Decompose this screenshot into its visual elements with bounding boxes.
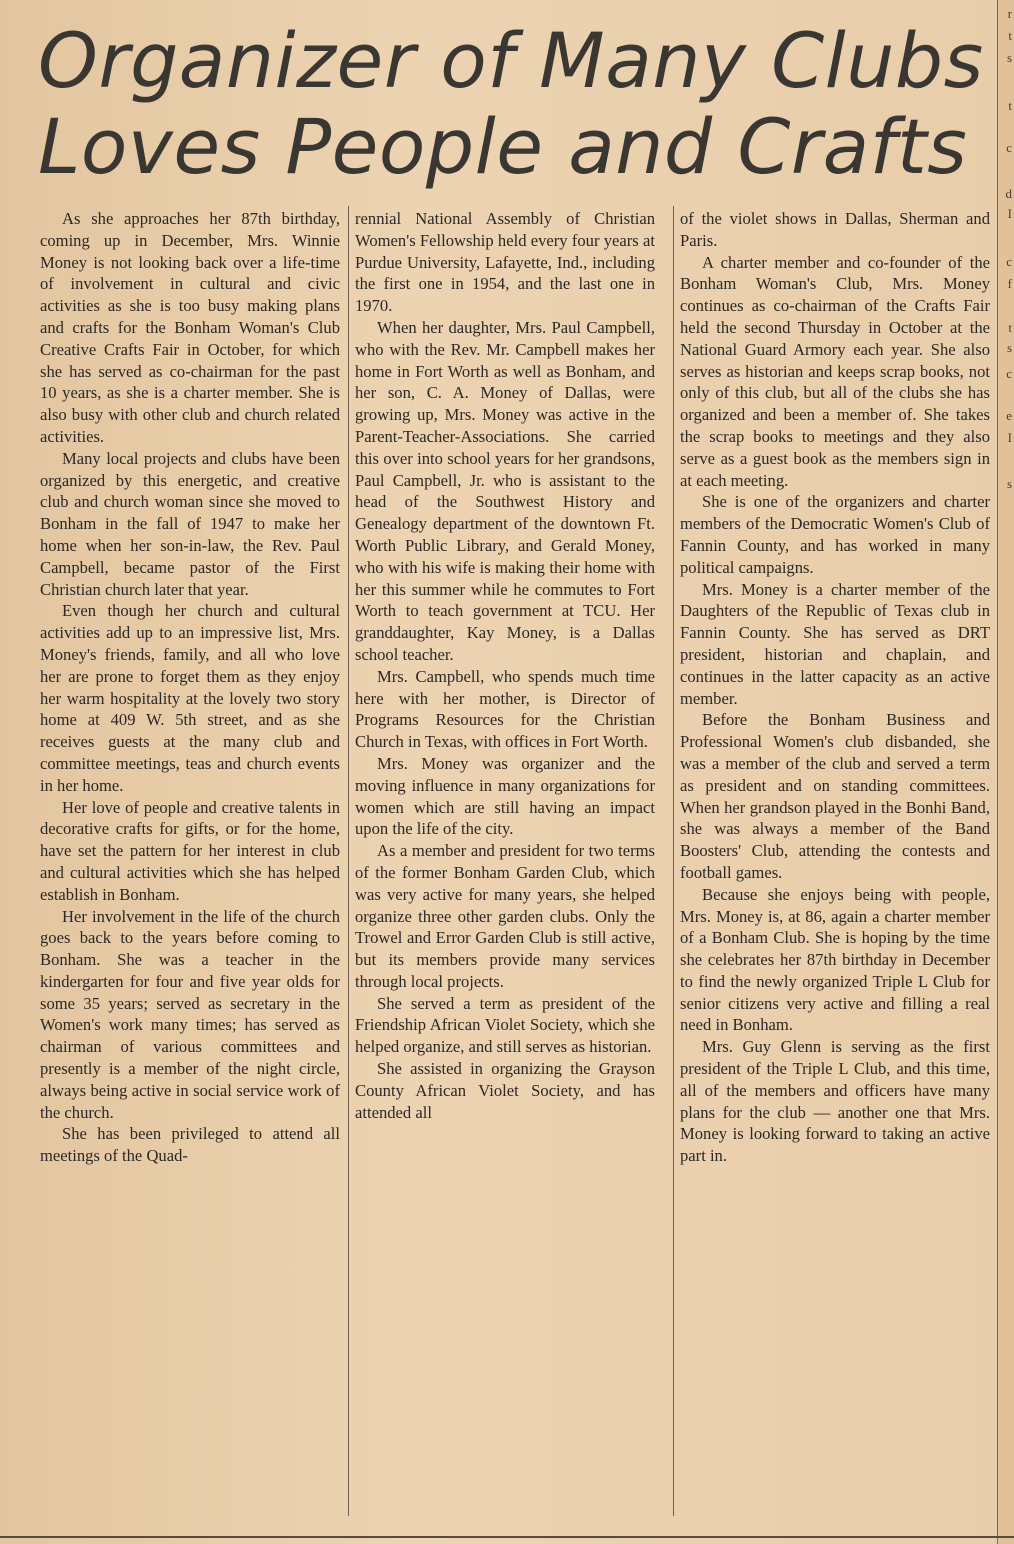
- paragraph: Mrs. Money was organizer and the moving influence in many organizations for women which are still having an impact upon the life of the city.: [355, 753, 655, 839]
- adjacent-column-edge: [997, 0, 1014, 1544]
- edge-letter: d: [1005, 186, 1012, 201]
- edge-letter: t: [1008, 320, 1012, 335]
- paragraph: She assisted in organizing the Grayson County African Violet Society, and has attended all: [355, 1059, 655, 1122]
- column-rule: [348, 206, 349, 1516]
- paragraph: As she approaches her 87th birthday, coming up in December, Mrs. Winnie Money is not looking back over a life-time of involvement in cultural and civic activities as she is too busy making plans and crafts for the Bonham Woman's Club Creative Crafts Fair in October, for which she has served as co-chairman for the past 10 years, as she is a charter member. She is also busy with other club and church related activities.: [40, 209, 340, 446]
- paragraph: When her daughter, Mrs. Paul Campbell, who with the Rev. Mr. Campbell makes her home in Fort Worth as well as Bonham, and her son, C. A. Money of Dallas, were growing up, Mrs. Money was active in the Parent-Teacher-Associations. She carried this over into school years for her grandsons, Paul Campbell, Jr. who is assistant to the head of the Southwest History and Genealogy department of the downtown Ft. Worth Public Library, and Gerald Money, who with his wife is making their home with her this summer while he commutes to Fort Worth to teach government at TCU. Her granddaughter, Kay Money, is a Dallas school teacher.: [355, 317, 655, 664]
- paragraph: Mrs. Campbell, who spends much time here with her mother, is Director of Programs Resources for the Christian Church in Texas, with offices in Fort Worth.: [355, 666, 655, 752]
- paragraph: A charter member and co-founder of the Bonham Woman's Club, Mrs. Money continues as co-chairman of the Crafts Fair held the second Thursday in October at the National Guard Armory each year. She also serves as historian and keeps scrap books, not only of this club, but all of the clubs she has organized and been a member of. She takes the scrap books to meetings and they also serve as a guest book as the members sign in at each meeting.: [680, 252, 990, 490]
- paragraph: Because she enjoys being with people, Mrs. Money is, at 86, again a charter member of a Bonham Club. She is hoping by the time she celebrates her 87th birthday in December to find the newly organized Triple L Club for senior citizens very active and filling a real need in Bonham.: [680, 884, 990, 1035]
- edge-letter: e: [1006, 408, 1012, 423]
- edge-letter: t: [1008, 98, 1012, 113]
- edge-letter: t: [1008, 28, 1012, 43]
- headline-line-2: Loves People and Crafts: [38, 102, 968, 191]
- paragraph: As a member and president for two terms of the former Bonham Garden Club, which was very active for many years, she helped organize three other garden clubs. Only the Trowel and Error Garden Club is still active, but its members provide many services through local projects.: [355, 841, 655, 991]
- article-column-1: [40, 208, 340, 1167]
- edge-letter: I: [1007, 430, 1012, 445]
- paragraph: Mrs. Money is a charter member of the Daughters of the Republic of Texas club in Fannin County. She has served as DRT president, historian and chaplain, and continues in the latter capacity as an active member.: [680, 579, 990, 708]
- edge-letter: s: [1006, 50, 1012, 65]
- paragraph: Her involvement in the life of the church goes back to the years before coming to Bonham. She was a teacher in the kindergarten for four and five year olds for some 35 years; served as secretary in the Women's work many times; has served as chairman of various committees and presently is a member of the night circle, always being active in social service work of the church.: [40, 906, 340, 1122]
- edge-letter: I: [1007, 206, 1012, 221]
- clipping-bottom-edge: [0, 1536, 1014, 1538]
- article-column-2: [355, 208, 655, 1123]
- edge-letter: r: [1007, 6, 1012, 21]
- paragraph: She served a term as president of the Friendship African Violet Society, which she helped organize, and still serves as historian.: [355, 993, 655, 1057]
- edge-letter: c: [1006, 366, 1012, 381]
- edge-letter: f: [1007, 276, 1012, 291]
- edge-letter: c: [1006, 254, 1012, 269]
- paragraph: She is one of the organizers and charter members of the Democratic Women's Club of Fannin County, and has worked in many political campaigns.: [680, 492, 990, 577]
- paragraph: Her love of people and creative talents in decorative crafts for gifts, or for the home, have set the pattern for her interest in club and cultural activities which she has helped establish in Bonham.: [40, 797, 340, 904]
- paragraph: of the violet shows in Dallas, Sherman and Paris.: [680, 209, 990, 250]
- paragraph: Before the Bonham Business and Professional Women's club disbanded, she was a member of the club and served a term as president and on standing committees. When her grandson played in the Bonhi Band, she was always a member of the Band Boosters' Club, attending the contests and football games.: [680, 710, 990, 882]
- paragraph: Many local projects and clubs have been organized by this energetic, and creative club and church woman since she moved to Bonham in the fall of 1947 to make her home when her son-in-law, the Rev. Paul Campbell, became pastor of the First Christian church later that year.: [40, 448, 340, 599]
- paragraph: rennial National Assembly of Christian Women's Fellowship held every four years at Purdue University, Lafayette, Ind., including the first one in 1954, and the last one in 1970.: [355, 209, 655, 316]
- article-column-3: [680, 208, 990, 1167]
- headline-line-1: Organizer of Many Clubs: [38, 16, 984, 105]
- column-rule: [673, 206, 674, 1516]
- headline: [38, 18, 988, 190]
- paragraph: Mrs. Guy Glenn is serving as the first president of the Triple L Club, and this time, all of the members and officers have many plans for the club — another one that Mrs. Money is looking forward to taking an active part in.: [680, 1037, 990, 1166]
- edge-letter: s: [1006, 340, 1012, 355]
- paragraph: Even though her church and cultural activities add up to an impressive list, Mrs. Money's friends, family, and all who love her are prone to forget them as they enjoy her warm hospitality at the lovely two story home at 409 W. 5th street, and as she receives guests at the many club and committee meetings, teas and church events in her home.: [40, 601, 340, 795]
- paragraph: She has been privileged to attend all meetings of the Quad-: [40, 1124, 340, 1166]
- edge-letter: s: [1006, 476, 1012, 491]
- edge-letter: c: [1006, 140, 1012, 155]
